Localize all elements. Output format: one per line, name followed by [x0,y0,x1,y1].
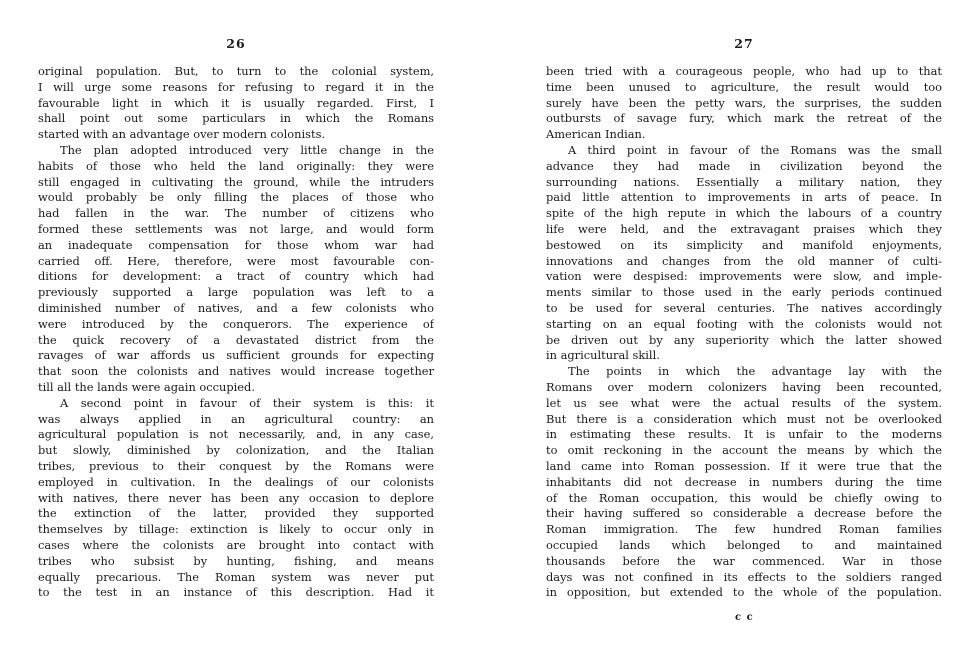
text-line: advance they had made in civilization beyond the [546,158,942,173]
text-line: ravages of war affords us sufficient grounds for expecting [38,348,434,363]
text-line: formed these settlements was not large, and would form [38,221,434,236]
text-line: with natives, there never has been any occasion to deplore [38,490,434,505]
text-line: shall point out some particulars in which the Romans [38,111,434,126]
text-line: tribes, previous to their conquest by the Romans were [38,458,434,473]
text-line: But there is a consideration which must not be overlooked [546,411,942,426]
text-line: their having suffered so considerable a decrease before the [546,506,942,521]
text-line: be driven out by any superiority which the latter showed [546,332,942,347]
text-line: original population. But, to turn to the colonial system, [38,64,434,78]
text-line: still engaged in cultivating the ground, while the intruders [38,174,434,189]
text-line: tribes who subsist by hunting, fishing, and means [38,553,434,568]
text-line: thousands before the war commenced. War in those [546,553,942,568]
text-line: innovations and changes from the old manner of culti- [546,253,942,268]
text-line: days was not confined in its effects to the soldiers ranged [546,569,942,584]
text-line: in agricultural skill. [546,348,660,363]
text-line: to omit reckoning in the account the means by which the [546,443,942,458]
text-line: was always applied in an agricultural country: an [38,411,434,426]
text-line: but slowly, diminished by colonization, and the Italian [38,443,434,458]
text-line: agricultural population is not necessarily, and, in any case, [38,427,434,442]
text-line: to the test in an instance of this description. Had it [38,585,434,600]
page-number: 27 [734,36,754,51]
text-line: starting on an equal footing with the colonists would not [546,316,942,331]
text-line: time been unused to agriculture, the result would too [546,79,942,94]
text-line: life were held, and the extravagant praises which they [546,221,942,236]
text-line: the quick recovery of a devastated district from the [38,332,434,347]
text-line: carried off. Here, therefore, were most favourable con- [38,253,434,268]
text-line: till all the lands were again occupied. [38,379,255,394]
text-line: themselves by tillage: extinction is likely to occur only in [38,522,434,537]
text-line: The plan adopted introduced very little change in the [60,142,434,157]
text-line: American Indian. [546,127,646,142]
text-line: outbursts of savage fury, which mark the retreat of the [546,111,942,126]
text-line: that soon the colonists and natives would increase together [38,364,434,379]
text-line: let us see what were the actual results of the system. [546,395,942,410]
text-line: paid little attention to improvements in arts of peace. In [546,190,942,205]
text-line: had fallen in the war. The number of citizens who [38,206,434,221]
text-line: I will urge some reasons for refusing to regard it in the [38,79,434,94]
text-line: occupied lands which belonged to and maintained [546,537,942,552]
text-line: favourable light in which it is usually regarded. First, I [38,95,434,110]
text-line: bestowed on its simplicity and manifold enjoyments, [546,237,942,252]
text-line: habits of those who held the land originally: they were [38,158,434,173]
text-line: ditions for development: a tract of country which had [38,269,434,284]
text-line: land came into Roman possession. If it were true that the [546,458,942,473]
text-line: equally precarious. The Roman system was never put [38,569,434,584]
text-line: in estimating these results. It is unfair to the moderns [546,427,942,442]
text-line: Roman immigration. The few hundred Roman families [546,522,942,537]
signature-mark: c c [735,612,754,623]
text-line: The points in which the advantage lay with the [568,364,942,379]
text-line: were introduced by the conquerors. The experience of [38,316,434,331]
text-line: inhabitants did not decrease in numbers during the time [546,474,942,489]
text-line: to be used for several centuries. The natives accordingly [546,300,942,315]
text-line: previously supported a large population was left to a [38,285,434,300]
text-line: surely have been the petty wars, the surprises, the sudden [546,95,942,110]
text-line: surrounding nations. Essentially a military nation, they [546,174,942,189]
text-line: the extinction of the latter, provided they supported [38,506,434,521]
text-line: Romans over modern colonizers having been recounted, [546,379,942,394]
text-line: been tried with a courageous people, who had up to that [546,64,942,78]
page-body [38,64,434,601]
text-line: of the Roman occupation, this would be chiefly owing to [546,490,942,505]
page-number: 26 [226,36,246,51]
text-line: A second point in favour of their system is this: it [60,395,434,410]
text-line: vation were despised: improvements were slow, and imple- [546,269,942,284]
text-line: started with an advantage over modern colonists. [38,127,326,142]
text-line: ments similar to those used in the early periods continued [546,285,942,300]
text-line: an inadequate compensation for those whom war had [38,237,434,252]
text-line: spite of the high repute in which the labours of a country [546,206,942,221]
text-line: cases where the colonists are brought into contact with [38,537,434,552]
text-line: A third point in favour of the Romans was the small [568,142,942,157]
text-line: employed in cultivation. In the dealings of our colonists [38,474,434,489]
page-body [546,64,942,601]
text-line: would probably be only filling the places of those who [38,190,434,205]
text-line: in opposition, but extended to the whole of the population. [546,585,942,600]
text-line: diminished number of natives, and a few colonists who [38,300,434,315]
